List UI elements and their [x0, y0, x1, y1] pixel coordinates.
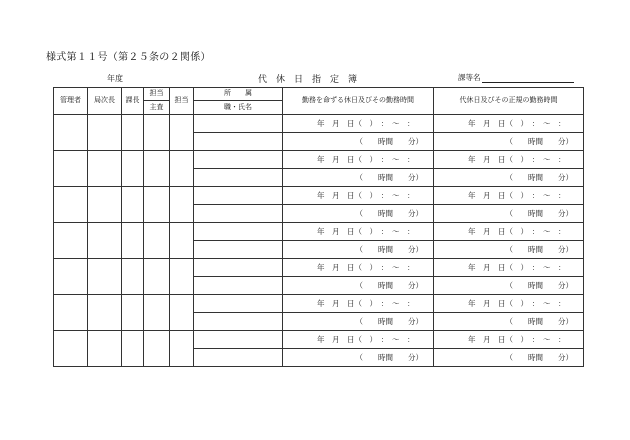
director-stamp-cell[interactable]	[88, 259, 122, 295]
chief-stamp-cell[interactable]	[122, 331, 144, 367]
work-hours-cell[interactable]	[283, 277, 434, 295]
work-datetime-text: 年 月 日（ ） ： ～ ：	[317, 335, 415, 344]
table-row	[54, 151, 584, 169]
comp-datetime-text: 年 月 日（ ） ： ～ ：	[468, 227, 566, 236]
comp-datetime-text: 年 月 日（ ） ： ～ ：	[468, 263, 566, 272]
charge-stamp-cell[interactable]	[170, 187, 194, 223]
affiliation-cell[interactable]	[194, 151, 283, 169]
department-field[interactable]	[458, 72, 574, 83]
department-label: 課等名	[458, 73, 481, 82]
position-name-cell[interactable]	[194, 205, 283, 223]
work-datetime-cell[interactable]	[283, 223, 434, 241]
manager-stamp-cell[interactable]	[54, 151, 88, 187]
comp-datetime-cell[interactable]	[434, 259, 584, 277]
affiliation-cell[interactable]	[194, 331, 283, 349]
header-manager: 管理者	[54, 88, 88, 115]
position-name-cell[interactable]	[194, 241, 283, 259]
work-datetime-cell[interactable]	[283, 187, 434, 205]
work-datetime-text: 年 月 日（ ） ： ～ ：	[317, 263, 415, 272]
comp-datetime-text: 年 月 日（ ） ： ～ ：	[468, 335, 566, 344]
comp-datetime-cell[interactable]	[434, 187, 584, 205]
examiner-stamp-cell[interactable]	[144, 151, 170, 187]
position-name-cell[interactable]	[194, 277, 283, 295]
manager-stamp-cell[interactable]	[54, 223, 88, 259]
comp-datetime-text: 年 月 日（ ） ： ～ ：	[468, 299, 566, 308]
comp-hours-text: （ 時間 分）	[505, 209, 573, 218]
charge-stamp-cell[interactable]	[170, 223, 194, 259]
comp-datetime-cell[interactable]	[434, 223, 584, 241]
manager-stamp-cell[interactable]	[54, 295, 88, 331]
comp-hours-text: （ 時間 分）	[505, 245, 573, 254]
chief-stamp-cell[interactable]	[122, 151, 144, 187]
chief-stamp-cell[interactable]	[122, 259, 144, 295]
comp-datetime-text: 年 月 日（ ） ： ～ ：	[468, 155, 566, 164]
work-datetime-text: 年 月 日（ ） ： ～ ：	[317, 299, 415, 308]
header-affiliation: 所 属	[194, 88, 283, 101]
work-datetime-cell[interactable]	[283, 151, 434, 169]
document-title: 代休日指定簿	[258, 75, 367, 85]
director-stamp-cell[interactable]	[88, 331, 122, 367]
comp-datetime-cell[interactable]	[434, 115, 584, 133]
work-datetime-cell[interactable]	[283, 331, 434, 349]
table-row	[54, 331, 584, 349]
header-director: 局次長	[88, 88, 122, 115]
work-hours-text: （ 時間 分）	[355, 353, 423, 362]
comp-hours-cell[interactable]	[434, 241, 584, 259]
work-hours-text: （ 時間 分）	[355, 209, 423, 218]
table-row	[54, 187, 584, 205]
examiner-stamp-cell[interactable]	[144, 295, 170, 331]
header-section-chief: 課長	[122, 88, 144, 115]
comp-datetime-text: 年 月 日（ ） ： ～ ：	[468, 191, 566, 200]
header-work-day: 勤務を命ずる休日及びその勤務時間	[283, 88, 434, 115]
position-name-cell[interactable]	[194, 313, 283, 331]
header-charge-top: 担当	[144, 88, 170, 101]
work-hours-cell[interactable]	[283, 169, 434, 187]
header-position-name: 職・氏名	[194, 101, 283, 115]
position-name-cell[interactable]	[194, 169, 283, 187]
work-datetime-cell[interactable]	[283, 115, 434, 133]
work-hours-cell[interactable]	[283, 349, 434, 367]
work-datetime-cell[interactable]	[283, 295, 434, 313]
comp-datetime-text: 年 月 日（ ） ： ～ ：	[468, 119, 566, 128]
work-hours-text: （ 時間 分）	[355, 245, 423, 254]
director-stamp-cell[interactable]	[88, 151, 122, 187]
table-row	[54, 115, 584, 133]
affiliation-cell[interactable]	[194, 115, 283, 133]
table-row	[54, 259, 584, 277]
charge-stamp-cell[interactable]	[170, 151, 194, 187]
comp-hours-text: （ 時間 分）	[505, 353, 573, 362]
examiner-stamp-cell[interactable]	[144, 259, 170, 295]
comp-hours-text: （ 時間 分）	[505, 317, 573, 326]
manager-stamp-cell[interactable]	[54, 187, 88, 223]
work-datetime-text: 年 月 日（ ） ： ～ ：	[317, 155, 415, 164]
comp-hours-text: （ 時間 分）	[505, 173, 573, 182]
work-hours-cell[interactable]	[283, 313, 434, 331]
examiner-stamp-cell[interactable]	[144, 187, 170, 223]
comp-hours-text: （ 時間 分）	[505, 281, 573, 290]
work-datetime-text: 年 月 日（ ） ： ～ ：	[317, 119, 415, 128]
work-hours-text: （ 時間 分）	[355, 281, 423, 290]
work-hours-text: （ 時間 分）	[355, 317, 423, 326]
charge-stamp-cell[interactable]	[170, 259, 194, 295]
header-comp-day: 代休日及びその正規の勤務時間	[434, 88, 584, 115]
work-hours-text: （ 時間 分）	[355, 137, 423, 146]
work-hours-cell[interactable]	[283, 133, 434, 151]
affiliation-cell[interactable]	[194, 223, 283, 241]
comp-datetime-cell[interactable]	[434, 295, 584, 313]
comp-hours-cell[interactable]	[434, 169, 584, 187]
charge-stamp-cell[interactable]	[170, 115, 194, 151]
examiner-stamp-cell[interactable]	[144, 223, 170, 259]
director-stamp-cell[interactable]	[88, 187, 122, 223]
work-hours-cell[interactable]	[283, 205, 434, 223]
work-hours-cell[interactable]	[283, 241, 434, 259]
charge-stamp-cell[interactable]	[170, 295, 194, 331]
chief-stamp-cell[interactable]	[122, 187, 144, 223]
affiliation-cell[interactable]	[194, 259, 283, 277]
comp-hours-text: （ 時間 分）	[505, 137, 573, 146]
header-chief-examiner: 主査	[144, 101, 170, 115]
chief-stamp-cell[interactable]	[122, 295, 144, 331]
comp-hours-cell[interactable]	[434, 277, 584, 295]
work-datetime-cell[interactable]	[283, 259, 434, 277]
comp-hours-cell[interactable]	[434, 313, 584, 331]
table-row	[54, 223, 584, 241]
manager-stamp-cell[interactable]	[54, 331, 88, 367]
director-stamp-cell[interactable]	[88, 115, 122, 151]
director-stamp-cell[interactable]	[88, 295, 122, 331]
compensatory-day-register-table	[53, 87, 584, 367]
director-stamp-cell[interactable]	[88, 223, 122, 259]
examiner-stamp-cell[interactable]	[144, 115, 170, 151]
comp-hours-cell[interactable]	[434, 349, 584, 367]
work-datetime-text: 年 月 日（ ） ： ～ ：	[317, 191, 415, 200]
position-name-cell[interactable]	[194, 349, 283, 367]
header-charge: 担当	[170, 88, 194, 115]
table-row	[54, 295, 584, 313]
charge-stamp-cell[interactable]	[170, 331, 194, 367]
examiner-stamp-cell[interactable]	[144, 331, 170, 367]
comp-hours-cell[interactable]	[434, 133, 584, 151]
affiliation-cell[interactable]	[194, 187, 283, 205]
position-name-cell[interactable]	[194, 133, 283, 151]
comp-hours-cell[interactable]	[434, 205, 584, 223]
work-hours-text: （ 時間 分）	[355, 173, 423, 182]
comp-datetime-cell[interactable]	[434, 151, 584, 169]
manager-stamp-cell[interactable]	[54, 115, 88, 151]
manager-stamp-cell[interactable]	[54, 259, 88, 295]
chief-stamp-cell[interactable]	[122, 223, 144, 259]
year-label: 年度	[107, 74, 123, 83]
work-datetime-text: 年 月 日（ ） ： ～ ：	[317, 227, 415, 236]
affiliation-cell[interactable]	[194, 295, 283, 313]
department-blank-line[interactable]	[482, 73, 574, 83]
form-number: 様式第１１号（第２５条の２関係）	[46, 52, 211, 63]
comp-datetime-cell[interactable]	[434, 331, 584, 349]
chief-stamp-cell[interactable]	[122, 115, 144, 151]
